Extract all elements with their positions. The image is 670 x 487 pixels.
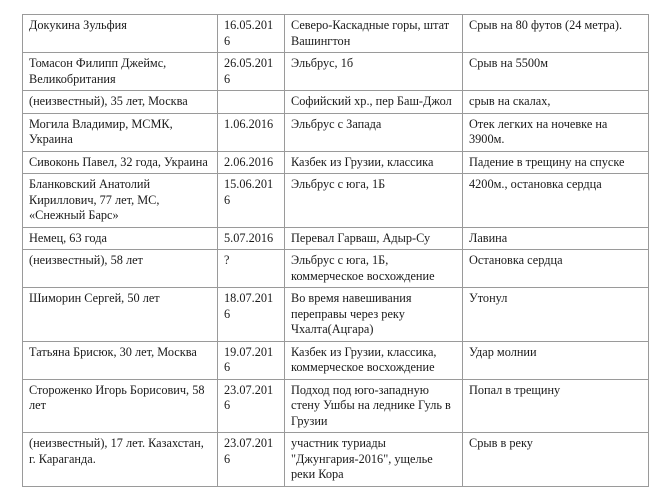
cell-cause-of-accident — [463, 227, 649, 250]
table-row — [23, 174, 649, 228]
cell-text-name: Могила Владимир, МСМК, Украина — [29, 116, 173, 146]
cell-location-route — [285, 113, 463, 151]
cell-text-date: 18.07.2016 — [224, 291, 274, 321]
cell-text-name: Бланковский Анатолий Кириллович, 77 лет, МС, «Снежный Барс» — [29, 177, 160, 222]
table-body — [23, 15, 649, 487]
table-row — [23, 250, 649, 288]
table-row — [23, 433, 649, 487]
cell-text-date: 5.07.2016 — [224, 230, 274, 245]
cell-location-route — [285, 250, 463, 288]
cell-cause-of-accident — [463, 151, 649, 174]
cell-text-name: (неизвестный), 58 лет — [29, 253, 143, 267]
cell-text-date: 2.06.2016 — [224, 154, 274, 169]
table-row — [23, 288, 649, 342]
cell-cause-of-accident — [463, 341, 649, 379]
cell-text-name: Шиморин Сергей, 50 лет — [29, 291, 160, 305]
cell-text-date: 26.05.2016 — [224, 56, 274, 86]
cell-text-cause: 4200м., остановка сердца — [469, 177, 602, 191]
cell-text-name: (неизвестный), 35 лет, Москва — [29, 94, 188, 108]
table-row — [23, 15, 649, 53]
table-row — [23, 91, 649, 114]
cell-victim-name-age-origin — [23, 227, 218, 250]
cell-text-cause: Отек легких на ночевке на 3900м. — [469, 116, 608, 146]
accident-table — [22, 14, 649, 487]
cell-text-place: Подход под юго-западную стену Ушбы на леднике Гуль в Грузии — [291, 382, 451, 428]
cell-cause-of-accident — [463, 113, 649, 151]
cell-victim-name-age-origin — [23, 341, 218, 379]
cell-text-name: Сивоконь Павел, 32 года, Украина — [29, 154, 208, 169]
table-row — [23, 113, 649, 151]
cell-cause-of-accident — [463, 250, 649, 288]
cell-text-cause: Остановка сердца — [469, 253, 563, 267]
cell-text-place: Эльбрус с юга, 1Б, коммерческое восхождение — [291, 253, 435, 283]
cell-victim-name-age-origin — [23, 113, 218, 151]
cell-text-place: Эльбрус с юга, 1Б — [291, 177, 386, 191]
cell-text-name: Докукина Зульфия — [29, 18, 127, 32]
table-row — [23, 379, 649, 433]
table-row — [23, 53, 649, 91]
cell-location-route — [285, 433, 463, 487]
cell-text-name: Томасон Филипп Джеймс, Великобритания — [29, 56, 167, 86]
cell-incident-date — [218, 53, 285, 91]
cell-cause-of-accident — [463, 288, 649, 342]
cell-location-route — [285, 151, 463, 174]
cell-text-date: 23.07.2016 — [224, 382, 274, 412]
cell-text-name: Стороженко Игорь Борисович, 58 лет — [29, 382, 205, 412]
cell-location-route — [285, 91, 463, 114]
cell-text-cause: срыв на скалах, — [469, 94, 551, 108]
cell-victim-name-age-origin — [23, 250, 218, 288]
cell-text-cause: Срыв в реку — [469, 436, 533, 450]
cell-victim-name-age-origin — [23, 433, 218, 487]
cell-incident-date — [218, 113, 285, 151]
cell-location-route — [285, 174, 463, 228]
cell-text-cause: Срыв на 80 футов (24 метра). — [469, 18, 623, 32]
cell-incident-date — [218, 174, 285, 228]
cell-text-place: Казбек из Грузии, классика, коммерческое восхождение — [291, 344, 437, 374]
cell-cause-of-accident — [463, 15, 649, 53]
cell-location-route — [285, 341, 463, 379]
cell-text-date: 19.07.2016 — [224, 344, 274, 374]
cell-incident-date — [218, 151, 285, 174]
cell-text-date: 1.06.2016 — [224, 116, 274, 131]
table-row — [23, 341, 649, 379]
cell-location-route — [285, 15, 463, 53]
cell-victim-name-age-origin — [23, 379, 218, 433]
cell-text-place: Во время навешивания переправы через реку Чхалта(Ацгара) — [291, 291, 412, 336]
cell-text-cause: Падение в трещину на спуске — [469, 154, 625, 169]
cell-text-date: ? — [224, 253, 230, 267]
cell-location-route — [285, 288, 463, 342]
cell-text-place: Перевал Гарваш, Адыр-Су — [291, 230, 431, 245]
cell-incident-date — [218, 15, 285, 53]
cell-text-cause: Срыв на 5500м — [469, 56, 548, 70]
cell-text-place: Софийский хр., пер Баш-Джол — [291, 94, 452, 108]
cell-incident-date — [218, 91, 285, 114]
cell-text-place: Эльбрус, 1б — [291, 56, 354, 70]
cell-victim-name-age-origin — [23, 288, 218, 342]
cell-text-place: Северо-Каскадные горы, штат Вашингтон — [291, 18, 450, 48]
cell-text-cause: Попал в трещину — [469, 382, 561, 397]
cell-victim-name-age-origin — [23, 151, 218, 174]
table-row — [23, 151, 649, 174]
cell-incident-date — [218, 341, 285, 379]
cell-cause-of-accident — [463, 53, 649, 91]
cell-text-name: Немец, 63 года — [29, 230, 107, 245]
cell-incident-date — [218, 379, 285, 433]
cell-text-cause: Удар молнии — [469, 344, 537, 359]
cell-victim-name-age-origin — [23, 15, 218, 53]
cell-location-route — [285, 53, 463, 91]
cell-location-route — [285, 227, 463, 250]
cell-text-place: Эльбрус с Запада — [291, 116, 382, 131]
cell-text-cause: Утонул — [469, 291, 508, 305]
table-row — [23, 227, 649, 250]
cell-cause-of-accident — [463, 174, 649, 228]
cell-text-date: 16.05.2016 — [224, 18, 274, 48]
cell-text-place: участник туриады "Джунгария-2016", ущелье реки Кора — [291, 436, 433, 481]
cell-victim-name-age-origin — [23, 174, 218, 228]
cell-incident-date — [218, 288, 285, 342]
cell-incident-date — [218, 250, 285, 288]
cell-incident-date — [218, 433, 285, 487]
cell-text-date: 23.07.2016 — [224, 436, 274, 466]
cell-victim-name-age-origin — [23, 53, 218, 91]
cell-cause-of-accident — [463, 433, 649, 487]
cell-incident-date — [218, 227, 285, 250]
cell-cause-of-accident — [463, 379, 649, 433]
cell-text-cause: Лавина — [469, 230, 508, 245]
cell-cause-of-accident — [463, 91, 649, 114]
cell-victim-name-age-origin — [23, 91, 218, 114]
cell-text-name: (неизвестный), 17 лет. Казахстан, г. Караганда. — [29, 436, 204, 466]
cell-text-name: Татьяна Брисюк, 30 лет, Москва — [29, 344, 197, 359]
cell-location-route — [285, 379, 463, 433]
cell-text-date: 15.06.2016 — [224, 177, 274, 207]
cell-text-place: Казбек из Грузии, классика — [291, 154, 434, 169]
